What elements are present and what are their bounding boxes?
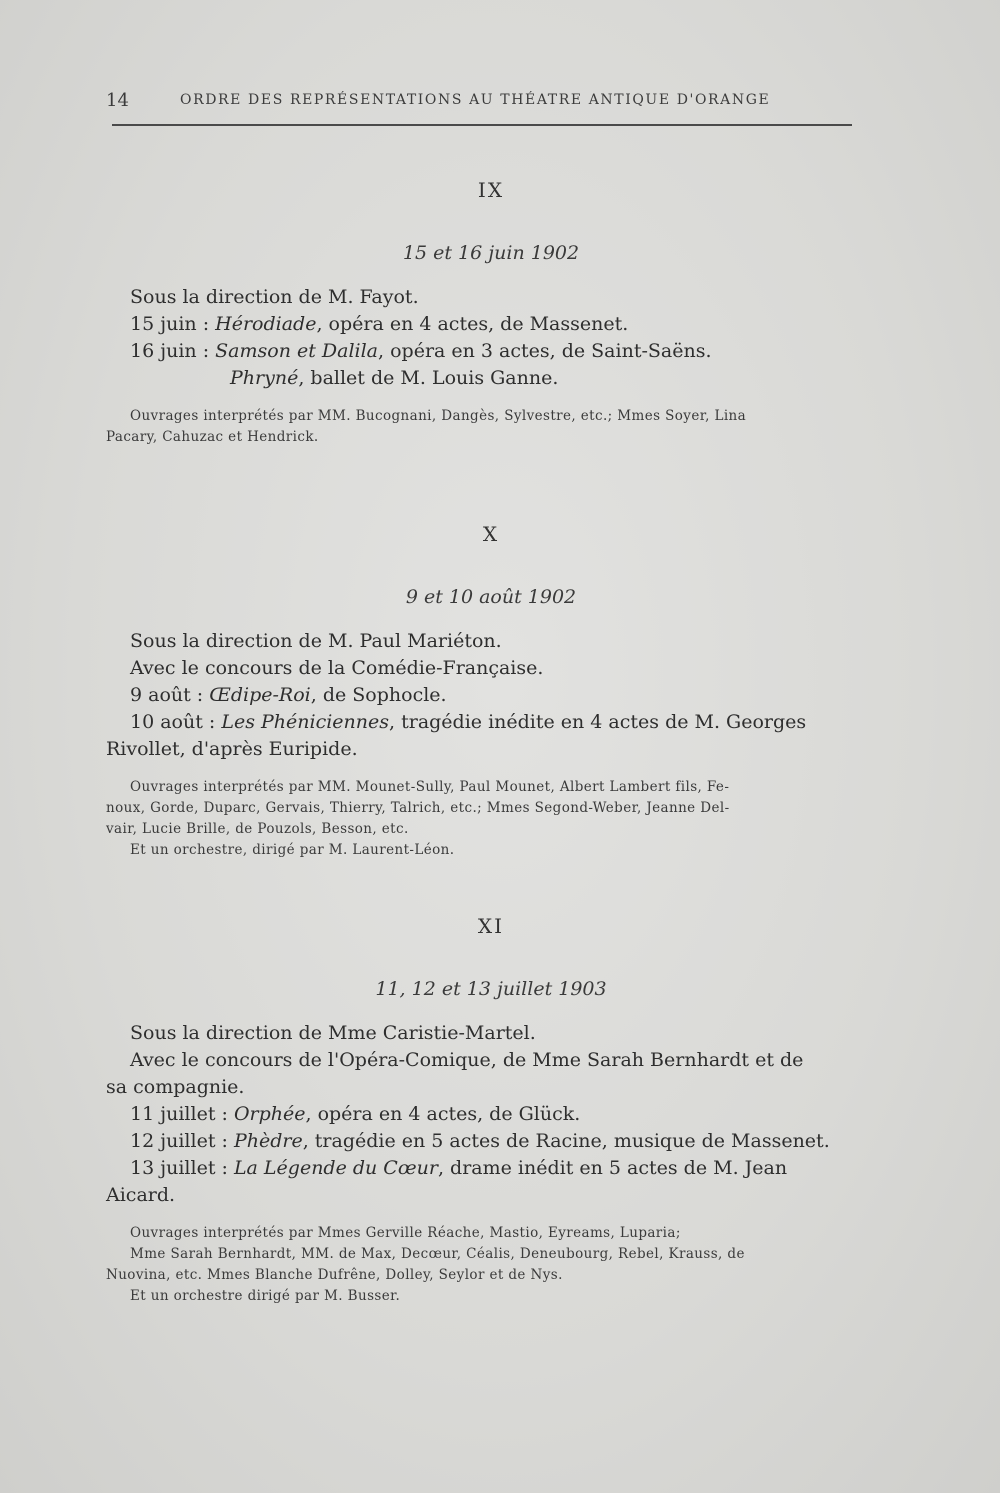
body-line: Aicard. xyxy=(106,1184,176,1206)
note-line: Mme Sarah Bernhardt, MM. de Max, Decœur, Céalis, Deneubourg, Rebel, Krauss, de xyxy=(130,1246,745,1262)
section-date: 15 et 16 juin 1902 xyxy=(402,242,580,264)
work-title: Les Phéniciennes xyxy=(221,711,390,733)
section-numeral: X xyxy=(482,522,500,546)
body-line: Avec le concours de la Comédie-Française. xyxy=(130,657,544,679)
body-line: Sous la direction de Mme Caristie-Martel. xyxy=(130,1022,536,1044)
section-notes xyxy=(106,1223,866,1307)
note-line: Pacary, Cahuzac et Hendrick. xyxy=(106,429,319,445)
section-x xyxy=(106,522,866,861)
work-title: Samson et Dalila xyxy=(215,340,379,362)
section-xi xyxy=(106,914,866,1307)
work-title: Orphée xyxy=(233,1103,306,1125)
section-date: 11, 12 et 13 juillet 1903 xyxy=(375,978,607,1000)
note-line: Ouvrages interprétés par Mmes Gerville Réache, Mastio, Eyreams, Luparia; xyxy=(130,1225,681,1241)
section-notes xyxy=(106,406,866,448)
section-date: 9 et 10 août 1902 xyxy=(405,586,577,608)
body-line: Phryné, ballet de M. Louis Ganne. xyxy=(230,367,559,389)
body-line: 12 juillet : Phèdre, tragédie en 5 actes de Racine, musique de Massenet. xyxy=(130,1130,830,1152)
section-notes xyxy=(106,777,866,861)
section-numeral: XI xyxy=(477,914,505,938)
body-line: Rivollet, d'après Euripide. xyxy=(106,738,358,760)
work-title: Phryné xyxy=(230,367,299,389)
note-line: Ouvrages interprétés par MM. Mounet-Sully, Paul Mounet, Albert Lambert fils, Fe- xyxy=(130,779,730,795)
body-line: 16 juin : Samson et Dalila, opéra en 3 actes, de Saint-Saëns. xyxy=(130,340,712,362)
note-line: vair, Lucie Brille, de Pouzols, Besson, etc. xyxy=(106,821,409,837)
page-header xyxy=(106,84,851,114)
body-line: 10 août : Les Phéniciennes, tragédie inédite en 4 actes de M. Georges xyxy=(130,711,807,733)
body-line: Sous la direction de M. Fayot. xyxy=(130,286,419,308)
section-body xyxy=(106,284,866,392)
note-line: Nuovina, etc. Mmes Blanche Dufrêne, Dolley, Seylor et de Nys. xyxy=(106,1267,563,1283)
body-line: Avec le concours de l'Opéra-Comique, de Mme Sarah Bernhardt et de xyxy=(130,1049,804,1071)
note-line: Ouvrages interprétés par MM. Bucognani, Dangès, Sylvestre, etc.; Mmes Soyer, Lina xyxy=(130,408,747,424)
body-line: 9 août : Œdipe-Roi, de Sophocle. xyxy=(130,684,447,706)
running-head: ORDRE DES REPRÉSENTATIONS AU THÉATRE ANTIQUE D'ORANGE xyxy=(180,92,771,108)
section-ix xyxy=(106,178,866,448)
work-title: La Légende du Cœur xyxy=(233,1157,438,1179)
section-numeral: IX xyxy=(477,178,505,202)
note-line: Et un orchestre, dirigé par M. Laurent-Léon. xyxy=(130,842,455,858)
section-body xyxy=(106,1020,866,1209)
work-title: Hérodiade xyxy=(215,313,317,335)
body-line: sa compagnie. xyxy=(106,1076,245,1098)
body-line: 15 juin : Hérodiade, opéra en 4 actes, de Massenet. xyxy=(130,313,629,335)
page-number: 14 xyxy=(106,90,129,111)
header-rule xyxy=(112,124,852,126)
body-line: Sous la direction de M. Paul Mariéton. xyxy=(130,630,502,652)
body-line: 11 juillet : Orphée, opéra en 4 actes, de Glück. xyxy=(130,1103,581,1125)
work-title: Phèdre xyxy=(233,1130,303,1152)
body-line: 13 juillet : La Légende du Cœur, drame inédit en 5 actes de M. Jean xyxy=(130,1157,788,1179)
note-line: Et un orchestre dirigé par M. Busser. xyxy=(130,1288,401,1304)
note-line: noux, Gorde, Duparc, Gervais, Thierry, Talrich, etc.; Mmes Segond-Weber, Jeanne Del- xyxy=(106,800,730,816)
section-body xyxy=(106,628,866,763)
work-title: Œdipe-Roi xyxy=(209,684,311,706)
